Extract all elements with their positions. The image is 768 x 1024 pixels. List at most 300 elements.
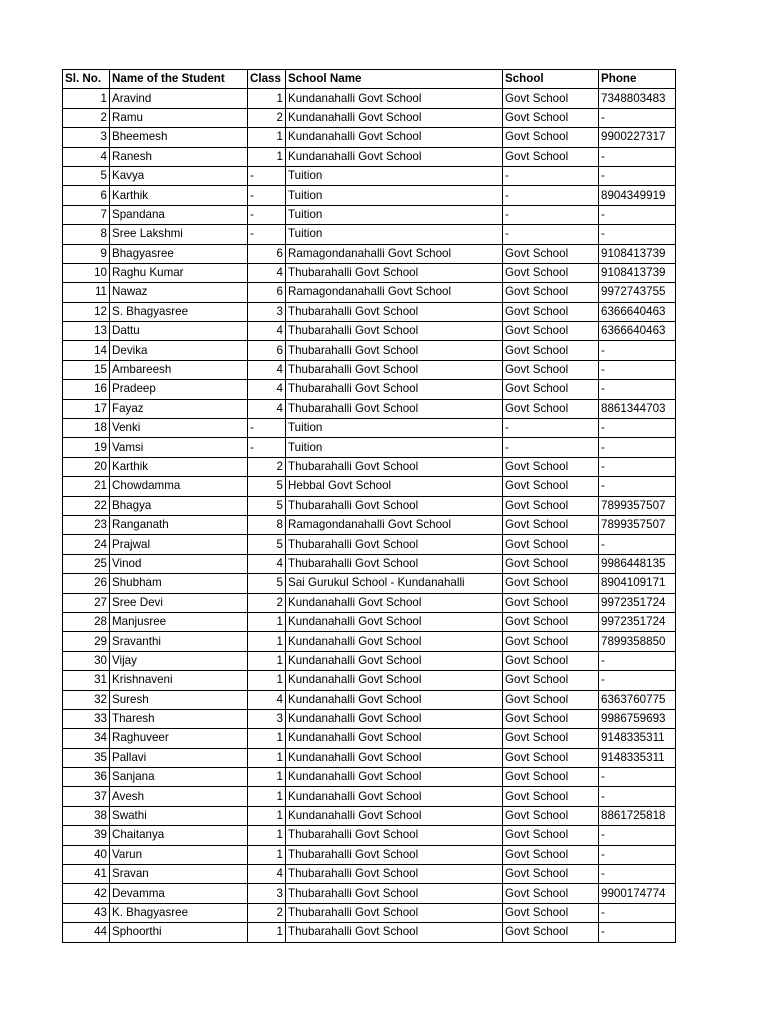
cell-class: 1 — [248, 89, 286, 108]
cell-school-type: Govt School — [503, 612, 599, 631]
cell-student-name: Sravan — [110, 865, 248, 884]
header-row — [63, 70, 676, 89]
cell-class: 1 — [248, 826, 286, 845]
cell-student-name: Fayaz — [110, 399, 248, 418]
cell-student-name: Chaitanya — [110, 826, 248, 845]
cell-phone: - — [599, 787, 676, 806]
cell-phone: 8904349919 — [599, 186, 676, 205]
cell-school-name: Thubarahalli Govt School — [286, 535, 503, 554]
cell-school-name: Thubarahalli Govt School — [286, 554, 503, 573]
cell-class: 3 — [248, 884, 286, 903]
cell-school-type: Govt School — [503, 632, 599, 651]
cell-school-type: Govt School — [503, 845, 599, 864]
cell-sl-no: 41 — [63, 865, 110, 884]
cell-student-name: Bhagyasree — [110, 244, 248, 263]
cell-school-name: Kundanahalli Govt School — [286, 108, 503, 127]
cell-sl-no: 20 — [63, 457, 110, 476]
cell-phone: 7899357507 — [599, 496, 676, 515]
cell-school-name: Thubarahalli Govt School — [286, 457, 503, 476]
cell-phone: - — [599, 845, 676, 864]
cell-sl-no: 5 — [63, 166, 110, 185]
table-row — [63, 302, 676, 321]
cell-sl-no: 3 — [63, 128, 110, 147]
cell-class: 4 — [248, 554, 286, 573]
cell-class: - — [248, 186, 286, 205]
cell-phone: - — [599, 341, 676, 360]
cell-school-name: Tuition — [286, 438, 503, 457]
table-row — [63, 283, 676, 302]
cell-student-name: Spandana — [110, 205, 248, 224]
cell-student-name: Sree Devi — [110, 593, 248, 612]
cell-student-name: Raghuveer — [110, 729, 248, 748]
cell-school-name: Thubarahalli Govt School — [286, 903, 503, 922]
cell-school-type: Govt School — [503, 690, 599, 709]
cell-school-type: Govt School — [503, 380, 599, 399]
cell-phone: 9986759693 — [599, 709, 676, 728]
table-row — [63, 399, 676, 418]
cell-sl-no: 15 — [63, 360, 110, 379]
cell-school-name: Thubarahalli Govt School — [286, 923, 503, 942]
cell-sl-no: 16 — [63, 380, 110, 399]
cell-student-name: Nawaz — [110, 283, 248, 302]
cell-student-name: K. Bhagyasree — [110, 903, 248, 922]
cell-phone: - — [599, 457, 676, 476]
cell-school-name: Tuition — [286, 225, 503, 244]
table-row — [63, 593, 676, 612]
cell-sl-no: 43 — [63, 903, 110, 922]
cell-student-name: Suresh — [110, 690, 248, 709]
cell-student-name: Shubham — [110, 574, 248, 593]
table-row — [63, 438, 676, 457]
table-body — [63, 89, 676, 942]
cell-phone: - — [599, 225, 676, 244]
cell-class: 1 — [248, 128, 286, 147]
cell-student-name: Devamma — [110, 884, 248, 903]
cell-sl-no: 30 — [63, 651, 110, 670]
cell-school-name: Kundanahalli Govt School — [286, 89, 503, 108]
cell-class: 2 — [248, 903, 286, 922]
table-row — [63, 322, 676, 341]
cell-phone: - — [599, 108, 676, 127]
cell-sl-no: 18 — [63, 419, 110, 438]
table-row — [63, 205, 676, 224]
header-phone: Phone — [599, 70, 676, 89]
cell-student-name: Karthik — [110, 457, 248, 476]
cell-phone: - — [599, 380, 676, 399]
cell-sl-no: 10 — [63, 263, 110, 282]
cell-school-type: - — [503, 438, 599, 457]
cell-school-type: Govt School — [503, 729, 599, 748]
cell-student-name: Prajwal — [110, 535, 248, 554]
cell-school-name: Kundanahalli Govt School — [286, 651, 503, 670]
table-row — [63, 515, 676, 534]
table-row — [63, 826, 676, 845]
table-row — [63, 89, 676, 108]
cell-school-type: Govt School — [503, 457, 599, 476]
cell-class: 5 — [248, 535, 286, 554]
cell-school-name: Tuition — [286, 205, 503, 224]
cell-school-type: Govt School — [503, 593, 599, 612]
cell-class: 2 — [248, 457, 286, 476]
cell-school-type: Govt School — [503, 128, 599, 147]
cell-class: 2 — [248, 593, 286, 612]
cell-school-name: Thubarahalli Govt School — [286, 322, 503, 341]
cell-school-name: Tuition — [286, 186, 503, 205]
cell-school-type: Govt School — [503, 884, 599, 903]
cell-phone: 9108413739 — [599, 263, 676, 282]
cell-student-name: Sphoorthi — [110, 923, 248, 942]
cell-school-type: Govt School — [503, 283, 599, 302]
cell-phone: - — [599, 768, 676, 787]
cell-school-type: Govt School — [503, 768, 599, 787]
cell-student-name: Devika — [110, 341, 248, 360]
table-row — [63, 225, 676, 244]
cell-sl-no: 13 — [63, 322, 110, 341]
cell-school-type: Govt School — [503, 535, 599, 554]
cell-student-name: Avesh — [110, 787, 248, 806]
cell-student-name: Ranganath — [110, 515, 248, 534]
cell-school-name: Kundanahalli Govt School — [286, 128, 503, 147]
cell-sl-no: 39 — [63, 826, 110, 845]
cell-school-name: Kundanahalli Govt School — [286, 671, 503, 690]
cell-sl-no: 42 — [63, 884, 110, 903]
cell-school-name: Kundanahalli Govt School — [286, 690, 503, 709]
table-row — [63, 748, 676, 767]
cell-school-type: Govt School — [503, 923, 599, 942]
cell-student-name: Bheemesh — [110, 128, 248, 147]
cell-sl-no: 7 — [63, 205, 110, 224]
cell-sl-no: 27 — [63, 593, 110, 612]
table-row — [63, 244, 676, 263]
cell-class: 4 — [248, 399, 286, 418]
cell-school-type: - — [503, 205, 599, 224]
cell-school-type: Govt School — [503, 147, 599, 166]
table-row — [63, 787, 676, 806]
cell-sl-no: 44 — [63, 923, 110, 942]
cell-school-name: Thubarahalli Govt School — [286, 496, 503, 515]
cell-student-name: Chowdamma — [110, 477, 248, 496]
cell-school-name: Kundanahalli Govt School — [286, 806, 503, 825]
cell-class: - — [248, 419, 286, 438]
cell-student-name: Ramu — [110, 108, 248, 127]
table-row — [63, 108, 676, 127]
header-sl-no: Sl. No. — [63, 70, 110, 89]
cell-school-type: Govt School — [503, 244, 599, 263]
cell-sl-no: 38 — [63, 806, 110, 825]
cell-school-name: Thubarahalli Govt School — [286, 399, 503, 418]
cell-school-type: Govt School — [503, 341, 599, 360]
table-row — [63, 845, 676, 864]
cell-class: 8 — [248, 515, 286, 534]
cell-school-type: Govt School — [503, 89, 599, 108]
cell-phone: - — [599, 166, 676, 185]
table-row — [63, 535, 676, 554]
cell-student-name: Tharesh — [110, 709, 248, 728]
cell-student-name: Varun — [110, 845, 248, 864]
cell-school-name: Tuition — [286, 419, 503, 438]
cell-school-type: Govt School — [503, 322, 599, 341]
cell-class: 5 — [248, 477, 286, 496]
cell-sl-no: 11 — [63, 283, 110, 302]
cell-student-name: Sravanthi — [110, 632, 248, 651]
table-row — [63, 574, 676, 593]
cell-school-type: Govt School — [503, 903, 599, 922]
cell-school-name: Thubarahalli Govt School — [286, 360, 503, 379]
cell-student-name: Raghu Kumar — [110, 263, 248, 282]
cell-student-name: Vinod — [110, 554, 248, 573]
cell-school-type: Govt School — [503, 515, 599, 534]
cell-phone: 7348803483 — [599, 89, 676, 108]
cell-class: 1 — [248, 748, 286, 767]
cell-school-name: Kundanahalli Govt School — [286, 593, 503, 612]
cell-sl-no: 32 — [63, 690, 110, 709]
cell-school-name: Thubarahalli Govt School — [286, 380, 503, 399]
cell-sl-no: 35 — [63, 748, 110, 767]
header-student-name: Name of the Student — [110, 70, 248, 89]
header-class: Class — [248, 70, 286, 89]
cell-phone: 6366640463 — [599, 322, 676, 341]
table-row — [63, 651, 676, 670]
cell-phone: - — [599, 903, 676, 922]
cell-sl-no: 14 — [63, 341, 110, 360]
cell-school-type: Govt School — [503, 263, 599, 282]
cell-phone: 7899357507 — [599, 515, 676, 534]
cell-class: 4 — [248, 322, 286, 341]
cell-school-name: Kundanahalli Govt School — [286, 147, 503, 166]
student-table — [62, 69, 676, 943]
cell-student-name: Aravind — [110, 89, 248, 108]
cell-student-name: S. Bhagyasree — [110, 302, 248, 321]
cell-school-name: Kundanahalli Govt School — [286, 768, 503, 787]
cell-school-name: Kundanahalli Govt School — [286, 612, 503, 631]
cell-class: 1 — [248, 671, 286, 690]
cell-class: 1 — [248, 923, 286, 942]
cell-student-name: Sree Lakshmi — [110, 225, 248, 244]
table-row — [63, 419, 676, 438]
cell-school-name: Sai Gurukul School - Kundanahalli — [286, 574, 503, 593]
cell-sl-no: 33 — [63, 709, 110, 728]
table-row — [63, 690, 676, 709]
cell-phone: 8861344703 — [599, 399, 676, 418]
cell-student-name: Sanjana — [110, 768, 248, 787]
cell-class: 4 — [248, 360, 286, 379]
cell-school-type: Govt School — [503, 787, 599, 806]
cell-school-name: Ramagondanahalli Govt School — [286, 244, 503, 263]
cell-school-type: Govt School — [503, 399, 599, 418]
cell-school-type: Govt School — [503, 108, 599, 127]
cell-school-type: Govt School — [503, 748, 599, 767]
table-row — [63, 128, 676, 147]
cell-phone: 9148335311 — [599, 748, 676, 767]
cell-school-type: Govt School — [503, 709, 599, 728]
cell-school-type: Govt School — [503, 865, 599, 884]
table-row — [63, 806, 676, 825]
table-row — [63, 612, 676, 631]
cell-school-name: Kundanahalli Govt School — [286, 632, 503, 651]
cell-school-name: Ramagondanahalli Govt School — [286, 283, 503, 302]
cell-class: 3 — [248, 302, 286, 321]
cell-phone: 6366640463 — [599, 302, 676, 321]
cell-class: - — [248, 438, 286, 457]
table-row — [63, 380, 676, 399]
cell-school-name: Ramagondanahalli Govt School — [286, 515, 503, 534]
cell-class: - — [248, 205, 286, 224]
cell-class: 1 — [248, 632, 286, 651]
cell-phone: 9972351724 — [599, 593, 676, 612]
cell-phone: 8904109171 — [599, 574, 676, 593]
cell-school-type: Govt School — [503, 302, 599, 321]
cell-class: 1 — [248, 787, 286, 806]
cell-student-name: Ambareesh — [110, 360, 248, 379]
cell-school-name: Kundanahalli Govt School — [286, 729, 503, 748]
cell-class: 4 — [248, 865, 286, 884]
cell-phone: 9148335311 — [599, 729, 676, 748]
table-row — [63, 884, 676, 903]
table-row — [63, 496, 676, 515]
cell-sl-no: 28 — [63, 612, 110, 631]
table-row — [63, 554, 676, 573]
header-school-name: School Name — [286, 70, 503, 89]
cell-class: 4 — [248, 263, 286, 282]
cell-phone: 9986448135 — [599, 554, 676, 573]
cell-student-name: Bhagya — [110, 496, 248, 515]
cell-school-type: Govt School — [503, 671, 599, 690]
cell-sl-no: 24 — [63, 535, 110, 554]
cell-phone: - — [599, 360, 676, 379]
cell-class: 3 — [248, 709, 286, 728]
table-row — [63, 865, 676, 884]
table-row — [63, 147, 676, 166]
cell-school-type: Govt School — [503, 496, 599, 515]
cell-school-name: Thubarahalli Govt School — [286, 865, 503, 884]
cell-sl-no: 19 — [63, 438, 110, 457]
cell-sl-no: 29 — [63, 632, 110, 651]
cell-phone: 7899358850 — [599, 632, 676, 651]
cell-phone: 9108413739 — [599, 244, 676, 263]
cell-student-name: Kavya — [110, 166, 248, 185]
cell-student-name: Karthik — [110, 186, 248, 205]
cell-sl-no: 26 — [63, 574, 110, 593]
cell-school-type: Govt School — [503, 806, 599, 825]
cell-school-name: Kundanahalli Govt School — [286, 709, 503, 728]
table-row — [63, 923, 676, 942]
cell-phone: - — [599, 147, 676, 166]
cell-school-type: - — [503, 419, 599, 438]
table-row — [63, 477, 676, 496]
table-row — [63, 166, 676, 185]
cell-phone: - — [599, 438, 676, 457]
cell-phone: - — [599, 865, 676, 884]
cell-student-name: Dattu — [110, 322, 248, 341]
cell-sl-no: 36 — [63, 768, 110, 787]
table-row — [63, 341, 676, 360]
table-row — [63, 360, 676, 379]
cell-student-name: Manjusree — [110, 612, 248, 631]
cell-student-name: Vamsi — [110, 438, 248, 457]
table-row — [63, 903, 676, 922]
cell-phone: - — [599, 477, 676, 496]
cell-sl-no: 37 — [63, 787, 110, 806]
cell-student-name: Swathi — [110, 806, 248, 825]
cell-sl-no: 4 — [63, 147, 110, 166]
cell-class: 6 — [248, 283, 286, 302]
cell-student-name: Pradeep — [110, 380, 248, 399]
cell-sl-no: 17 — [63, 399, 110, 418]
cell-sl-no: 31 — [63, 671, 110, 690]
cell-phone: - — [599, 826, 676, 845]
table-row — [63, 186, 676, 205]
cell-phone: 8861725818 — [599, 806, 676, 825]
cell-student-name: Pallavi — [110, 748, 248, 767]
cell-phone: - — [599, 671, 676, 690]
cell-sl-no: 34 — [63, 729, 110, 748]
cell-class: 5 — [248, 574, 286, 593]
cell-student-name: Vijay — [110, 651, 248, 670]
cell-sl-no: 23 — [63, 515, 110, 534]
cell-phone: 9900227317 — [599, 128, 676, 147]
cell-school-name: Thubarahalli Govt School — [286, 302, 503, 321]
cell-sl-no: 6 — [63, 186, 110, 205]
cell-class: 1 — [248, 147, 286, 166]
cell-school-type: Govt School — [503, 574, 599, 593]
cell-class: 1 — [248, 806, 286, 825]
cell-sl-no: 1 — [63, 89, 110, 108]
cell-class: 1 — [248, 612, 286, 631]
cell-school-name: Thubarahalli Govt School — [286, 884, 503, 903]
table-row — [63, 457, 676, 476]
cell-school-type: - — [503, 186, 599, 205]
table-row — [63, 768, 676, 787]
cell-class: 1 — [248, 729, 286, 748]
cell-sl-no: 40 — [63, 845, 110, 864]
cell-school-name: Thubarahalli Govt School — [286, 263, 503, 282]
cell-school-name: Thubarahalli Govt School — [286, 845, 503, 864]
cell-school-name: Kundanahalli Govt School — [286, 787, 503, 806]
cell-phone: - — [599, 419, 676, 438]
cell-school-type: Govt School — [503, 826, 599, 845]
cell-sl-no: 9 — [63, 244, 110, 263]
table-row — [63, 671, 676, 690]
cell-school-type: - — [503, 166, 599, 185]
cell-phone: 9900174774 — [599, 884, 676, 903]
cell-class: 6 — [248, 244, 286, 263]
cell-sl-no: 21 — [63, 477, 110, 496]
table-row — [63, 632, 676, 651]
cell-school-type: Govt School — [503, 477, 599, 496]
cell-sl-no: 22 — [63, 496, 110, 515]
cell-phone: 9972743755 — [599, 283, 676, 302]
cell-class: 4 — [248, 380, 286, 399]
cell-school-name: Thubarahalli Govt School — [286, 341, 503, 360]
cell-class: 1 — [248, 651, 286, 670]
cell-sl-no: 12 — [63, 302, 110, 321]
table-row — [63, 729, 676, 748]
cell-student-name: Venki — [110, 419, 248, 438]
cell-school-type: Govt School — [503, 554, 599, 573]
cell-school-name: Tuition — [286, 166, 503, 185]
cell-school-type: Govt School — [503, 360, 599, 379]
cell-phone: - — [599, 535, 676, 554]
cell-school-name: Kundanahalli Govt School — [286, 748, 503, 767]
cell-class: 1 — [248, 768, 286, 787]
cell-class: 2 — [248, 108, 286, 127]
cell-class: 1 — [248, 845, 286, 864]
cell-school-name: Hebbal Govt School — [286, 477, 503, 496]
cell-phone: - — [599, 651, 676, 670]
cell-class: 4 — [248, 690, 286, 709]
header-school-type: School — [503, 70, 599, 89]
cell-student-name: Krishnaveni — [110, 671, 248, 690]
